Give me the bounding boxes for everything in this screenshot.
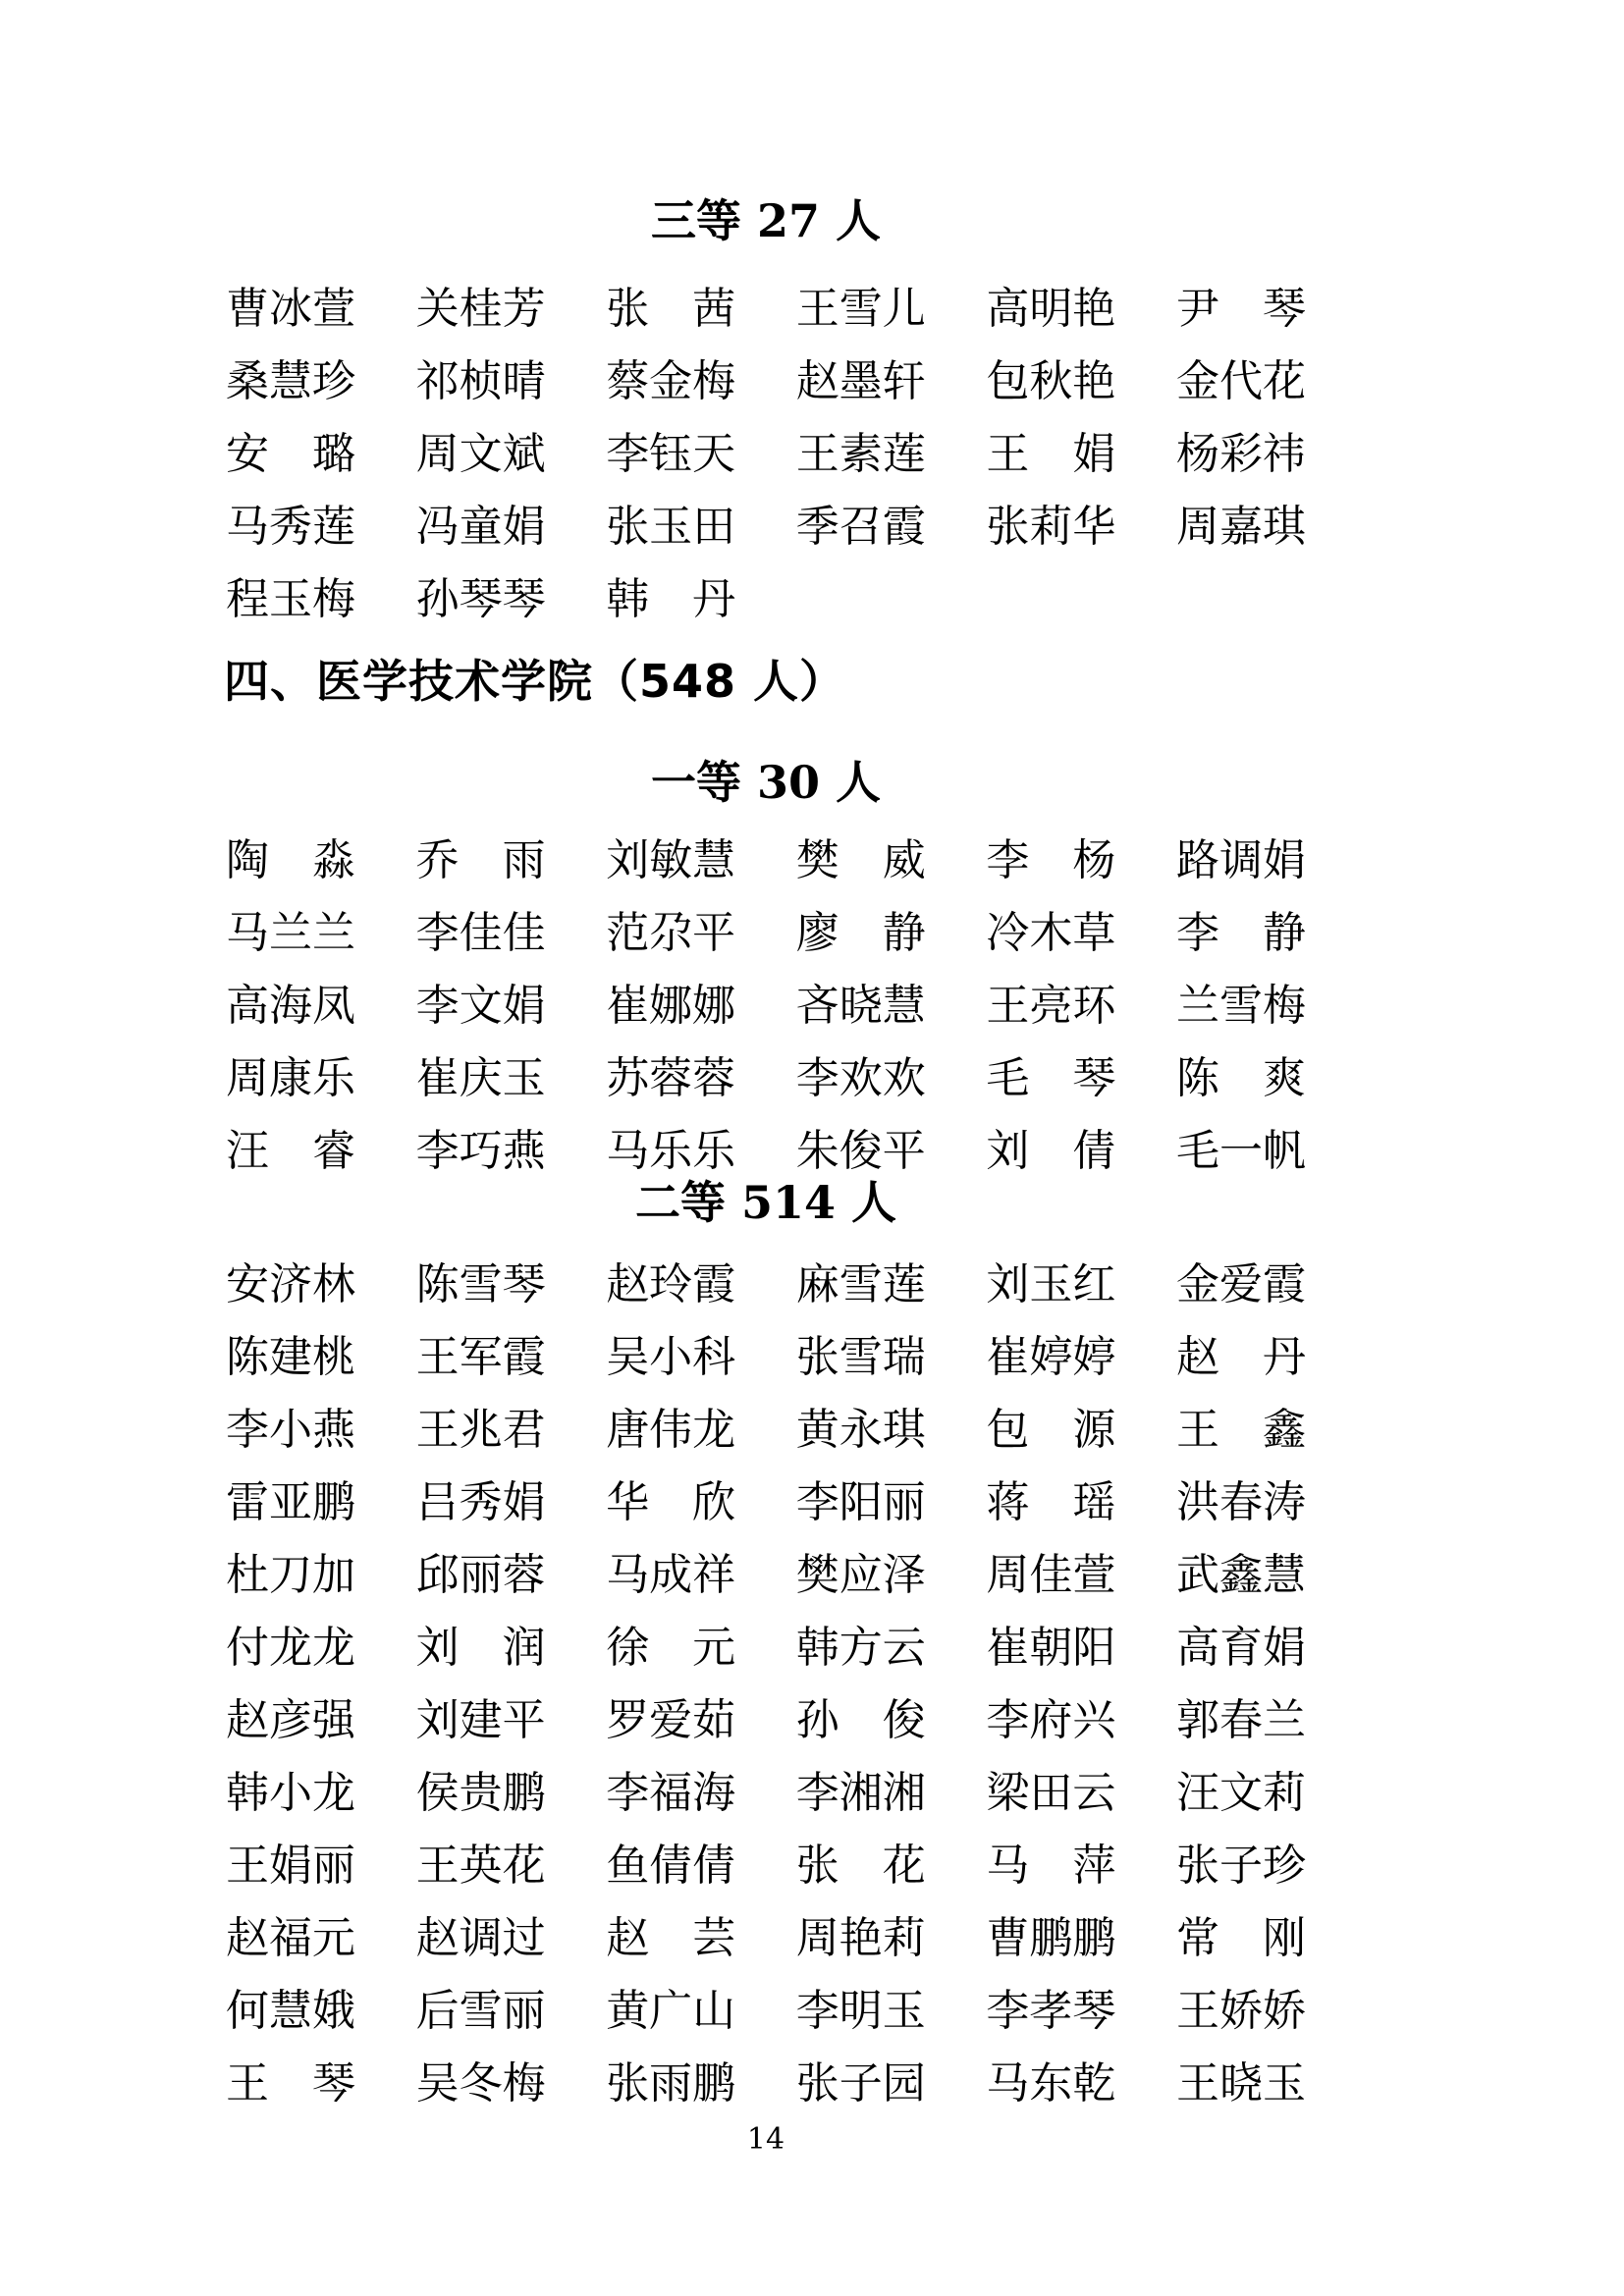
person-name: 樊 威: [795, 835, 926, 885]
person-name: 吴小科: [606, 1332, 736, 1382]
person-name: 李明玉: [795, 1986, 926, 2036]
person-name: 马成祥: [606, 1550, 736, 1600]
grade3-title: 三等 27 人: [650, 194, 882, 247]
person-name: 王 娟: [986, 429, 1116, 479]
person-name: 陈 爽: [1175, 1053, 1306, 1103]
person-name: 兰雪梅: [1175, 981, 1306, 1031]
person-name: 王娟丽: [226, 1841, 355, 1891]
person-name: 赵墨轩: [795, 356, 926, 406]
person-name: 李佳佳: [415, 908, 546, 958]
person-name: 郭春兰: [1175, 1695, 1306, 1745]
person-name: 安济林: [226, 1259, 355, 1309]
person-name: 武鑫慧: [1175, 1550, 1306, 1600]
person-name: 廖 静: [795, 908, 926, 958]
person-name: 包 源: [986, 1405, 1116, 1455]
grade1-title: 一等 30 人: [650, 756, 882, 809]
person-name: 崔朝阳: [986, 1623, 1116, 1673]
person-name: 王亮环: [986, 981, 1116, 1031]
person-name: 朱俊平: [795, 1126, 926, 1176]
person-name: 程玉梅: [226, 574, 355, 624]
person-name: 张玉田: [606, 502, 736, 552]
person-name: 麻雪莲: [795, 1259, 926, 1309]
person-name: 马兰兰: [226, 908, 355, 958]
person-name: 王 鑫: [1175, 1405, 1306, 1455]
person-name: 何慧娥: [226, 1986, 355, 2036]
person-name: 唐伟龙: [606, 1405, 736, 1455]
person-name: 崔娜娜: [606, 981, 736, 1031]
person-name: 李欢欢: [795, 1053, 926, 1103]
person-name: 罗爱茹: [606, 1695, 736, 1745]
person-name: 赵彦强: [226, 1695, 355, 1745]
person-name: 赵调过: [415, 1913, 546, 1963]
person-name: 常 刚: [1175, 1913, 1306, 1963]
person-name: 吕秀娟: [415, 1477, 546, 1527]
person-name: 周康乐: [226, 1053, 355, 1103]
person-name: 王素莲: [795, 429, 926, 479]
person-name: 华 欣: [606, 1477, 736, 1527]
person-name: 张雪瑞: [795, 1332, 926, 1382]
person-name: 冷木草: [986, 908, 1116, 958]
person-name: 陶 淼: [226, 835, 355, 885]
person-name: 李钰天: [606, 429, 736, 479]
person-name: 陈雪琴: [415, 1259, 546, 1309]
person-name: 曹冰萱: [226, 284, 355, 334]
person-name: 雷亚鹏: [226, 1477, 355, 1527]
person-name: 路调娟: [1175, 835, 1306, 885]
person-name: 吝晓慧: [795, 981, 926, 1031]
person-name: 韩方云: [795, 1623, 926, 1673]
person-name: 邱丽蓉: [415, 1550, 546, 1600]
person-name: 金爱霞: [1175, 1259, 1306, 1309]
person-name: 乔 雨: [415, 835, 546, 885]
person-name: 苏蓉蓉: [606, 1053, 736, 1103]
person-name: 李 杨: [986, 835, 1116, 885]
person-name: 马东乾: [986, 2058, 1116, 2109]
person-name: 梁田云: [986, 1768, 1116, 1818]
person-name: 王 琴: [226, 2058, 355, 2109]
person-name: 张莉华: [986, 502, 1116, 552]
person-name: 王雪儿: [795, 284, 926, 334]
person-name: 李阳丽: [795, 1477, 926, 1527]
person-name: 范尕平: [606, 908, 736, 958]
person-name: 韩小龙: [226, 1768, 355, 1818]
person-name: 杨彩祎: [1175, 429, 1306, 479]
person-name: 李 静: [1175, 908, 1306, 958]
person-name: 崔婷婷: [986, 1332, 1116, 1382]
person-name: 后雪丽: [415, 1986, 546, 2036]
person-name: 张 茜: [606, 284, 736, 334]
person-name: 黄广山: [606, 1986, 736, 2036]
person-name: 毛 琴: [986, 1053, 1116, 1103]
person-name: 陈建桃: [226, 1332, 355, 1382]
person-name: 周佳萱: [986, 1550, 1116, 1600]
person-name: 黄永琪: [795, 1405, 926, 1455]
person-name: 王兆君: [415, 1405, 546, 1455]
person-name: 季召霞: [795, 502, 926, 552]
person-name: 杜刀加: [226, 1550, 355, 1600]
person-name: 樊应泽: [795, 1550, 926, 1600]
person-name: 金代花: [1175, 356, 1306, 406]
person-name: 周嘉琪: [1175, 502, 1306, 552]
person-name: 汪文莉: [1175, 1768, 1306, 1818]
person-name: 包秋艳: [986, 356, 1116, 406]
person-name: 吴冬梅: [415, 2058, 546, 2109]
person-name: 李府兴: [986, 1695, 1116, 1745]
person-name: 蒋 瑶: [986, 1477, 1116, 1527]
person-name: 关桂芳: [415, 284, 546, 334]
person-name: 崔庆玉: [415, 1053, 546, 1103]
person-name: 王军霞: [415, 1332, 546, 1382]
names-grid-grade1: [226, 825, 1306, 1188]
person-name: 王英花: [415, 1841, 546, 1891]
page-number: 14: [746, 2122, 785, 2157]
person-name: 赵 芸: [606, 1913, 736, 1963]
person-name: 洪春涛: [1175, 1477, 1306, 1527]
person-name: 王晓玉: [1175, 2058, 1306, 2109]
person-name: 李福海: [606, 1768, 736, 1818]
person-name: 李小燕: [226, 1405, 355, 1455]
person-name: 马秀莲: [226, 502, 355, 552]
person-name: 安 璐: [226, 429, 355, 479]
person-name: 张雨鹏: [606, 2058, 736, 2109]
person-name: 侯贵鹏: [415, 1768, 546, 1818]
person-name: 曹鹏鹏: [986, 1913, 1116, 1963]
grade2-title: 二等 514 人: [634, 1176, 897, 1229]
person-name: 桑慧珍: [226, 356, 355, 406]
section-heading-college: 四、医学技术学院（548 人）: [224, 655, 846, 708]
person-name: 张子园: [795, 2058, 926, 2109]
person-name: 高海凤: [226, 981, 355, 1031]
person-name: 李巧燕: [415, 1126, 546, 1176]
person-name: 鱼倩倩: [606, 1841, 736, 1891]
person-name: 马 萍: [986, 1841, 1116, 1891]
person-name: 赵 丹: [1175, 1332, 1306, 1382]
person-name: 周文斌: [415, 429, 546, 479]
person-name: 汪 睿: [226, 1126, 355, 1176]
person-name: 孙琴琴: [415, 574, 546, 624]
person-name: 李文娟: [415, 981, 546, 1031]
person-name: 刘敏慧: [606, 835, 736, 885]
person-name: 赵福元: [226, 1913, 355, 1963]
person-name: 李湘湘: [795, 1768, 926, 1818]
names-grid-grade2: [226, 1249, 1306, 2120]
person-name: 高育娟: [1175, 1623, 1306, 1673]
person-name: 马乐乐: [606, 1126, 736, 1176]
person-name: 刘玉红: [986, 1259, 1116, 1309]
person-name: 付龙龙: [226, 1623, 355, 1673]
person-name: 孙 俊: [795, 1695, 926, 1745]
person-name: 李孝琴: [986, 1986, 1116, 2036]
person-name: 韩 丹: [606, 574, 736, 624]
person-name: 赵玲霞: [606, 1259, 736, 1309]
person-name: 高明艳: [986, 284, 1116, 334]
person-name: 刘建平: [415, 1695, 546, 1745]
person-name: 刘 倩: [986, 1126, 1116, 1176]
person-name: 刘 润: [415, 1623, 546, 1673]
person-name: 张 花: [795, 1841, 926, 1891]
person-name: 毛一帆: [1175, 1126, 1306, 1176]
person-name: 尹 琴: [1175, 284, 1306, 334]
names-grid-grade3: [226, 273, 1306, 636]
person-name: 冯童娟: [415, 502, 546, 552]
person-name: 周艳莉: [795, 1913, 926, 1963]
person-name: 祁桢晴: [415, 356, 546, 406]
person-name: 张子珍: [1175, 1841, 1306, 1891]
person-name: 蔡金梅: [606, 356, 736, 406]
person-name: 徐 元: [606, 1623, 736, 1673]
person-name: 王娇娇: [1175, 1986, 1306, 2036]
